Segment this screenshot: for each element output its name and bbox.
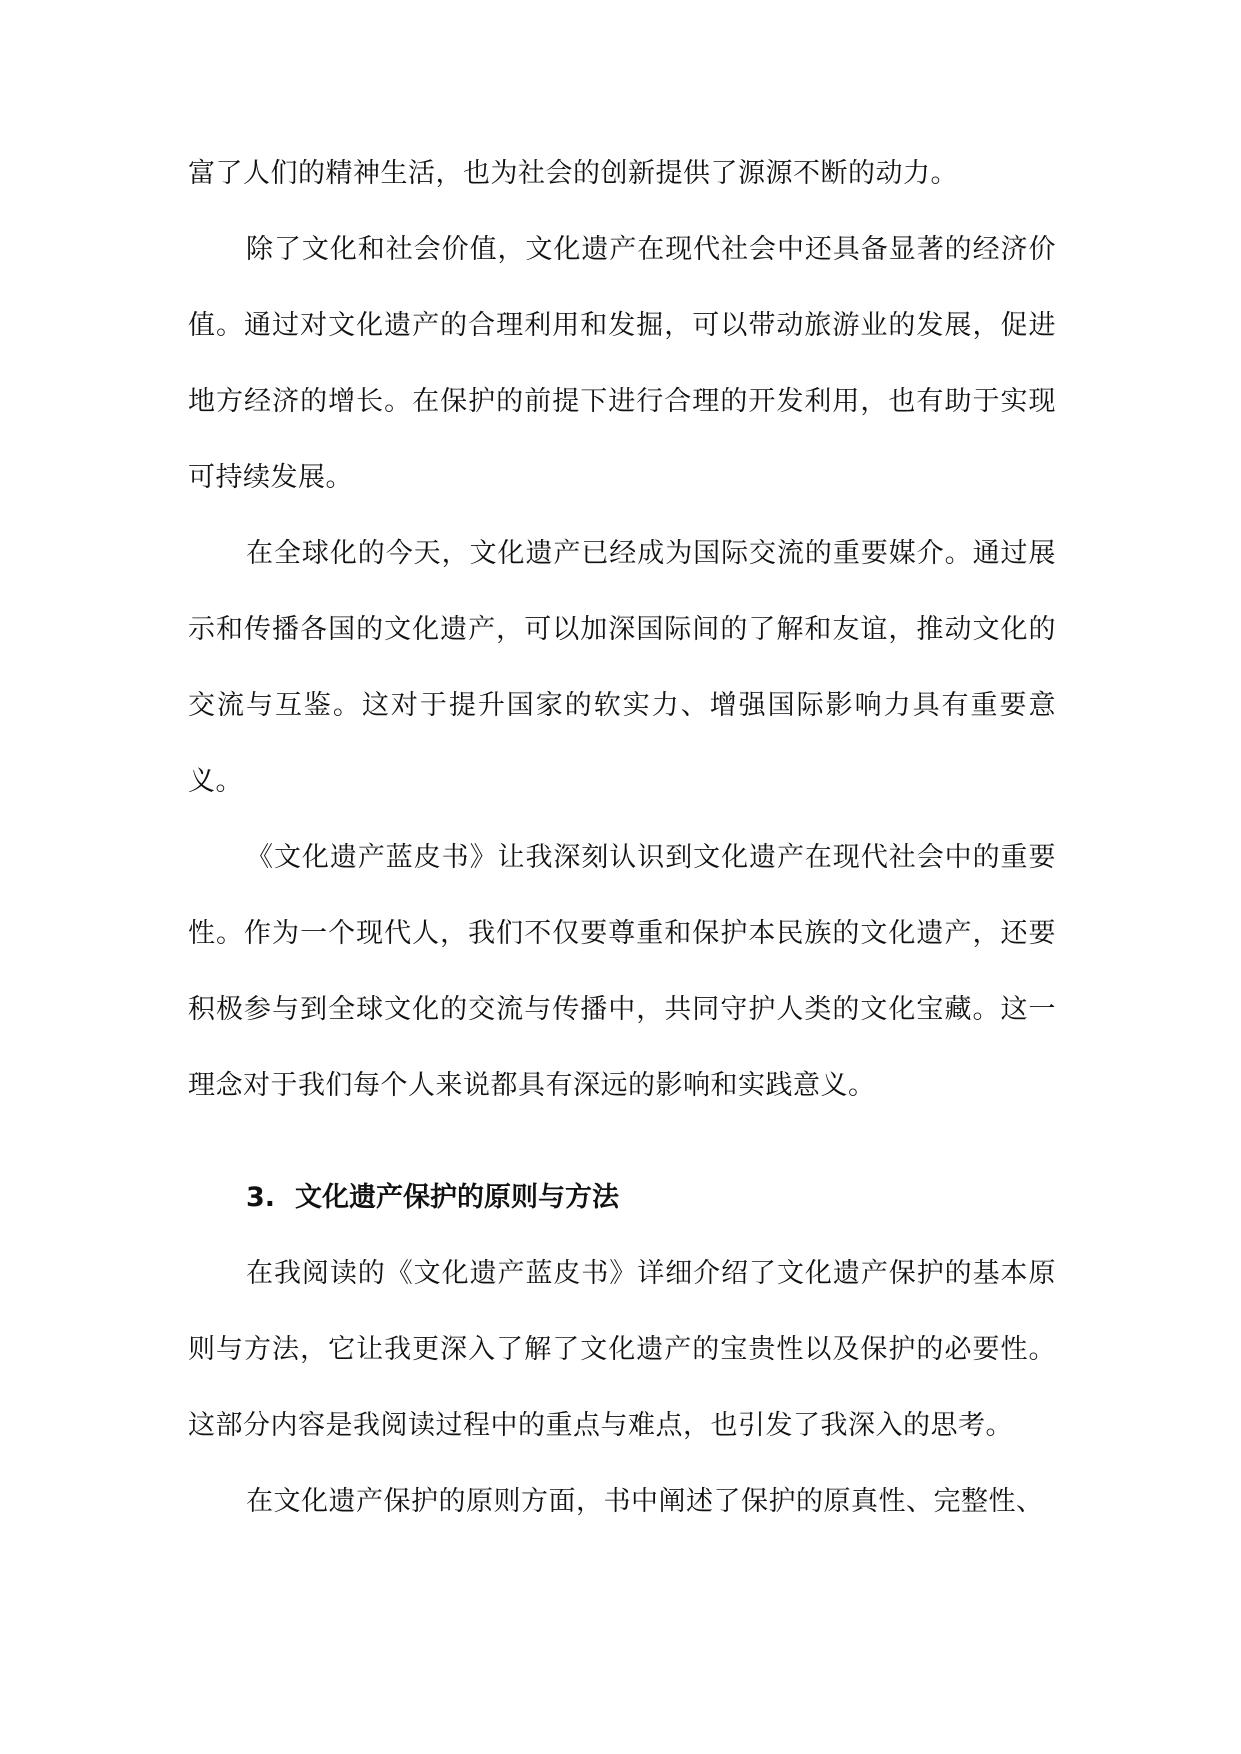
- section-title: 文化遗产保护的原则与方法: [295, 1182, 620, 1213]
- paragraph-globalization: 在全球化的今天，文化遗产已经成为国际交流的重要媒介。通过展示和传播各国的文化遗产，可以加深国际间的了解和友谊，推动文化的交流与互鉴。这对于提升国家的软实力、增强国际影响力具有重要意义。: [188, 538, 1056, 797]
- paragraph-bluebook-reflection: 《文化遗产蓝皮书》让我深刻认识到文化遗产在现代社会中的重要性。作为一个现代人，我们不仅要尊重和保护本民族的文化遗产，还要积极参与到全球文化的交流与传播中，共同守护人类的文化宝藏。这一理念对于我们每个人来说都具有深远的影响和实践意义。: [188, 842, 1056, 1101]
- section-heading: [188, 1160, 1056, 1236]
- paragraph-continuation: 富了人们的精神生活，也为社会的创新提供了源源不断的动力。: [188, 158, 958, 189]
- document-body: [188, 136, 1056, 1540]
- paragraph-principles-intro: 在我阅读的《文化遗产蓝皮书》详细介绍了文化遗产保护的基本原则与方法，它让我更深入了解了文化遗产的宝贵性以及保护的必要性。这部分内容是我阅读过程中的重点与难点，也引发了我深入的思考。: [188, 1258, 1056, 1441]
- section-number: 3.: [246, 1182, 276, 1213]
- paragraph-principles-detail: 在文化遗产保护的原则方面，书中阐述了保护的原真性、完整性、: [246, 1486, 1044, 1517]
- paragraph-economic-value: 除了文化和社会价值，文化遗产在现代社会中还具备显著的经济价值。通过对文化遗产的合理利用和发掘，可以带动旅游业的发展，促进地方经济的增长。在保护的前提下进行合理的开发利用，也有助于实现可持续发展。: [188, 234, 1056, 493]
